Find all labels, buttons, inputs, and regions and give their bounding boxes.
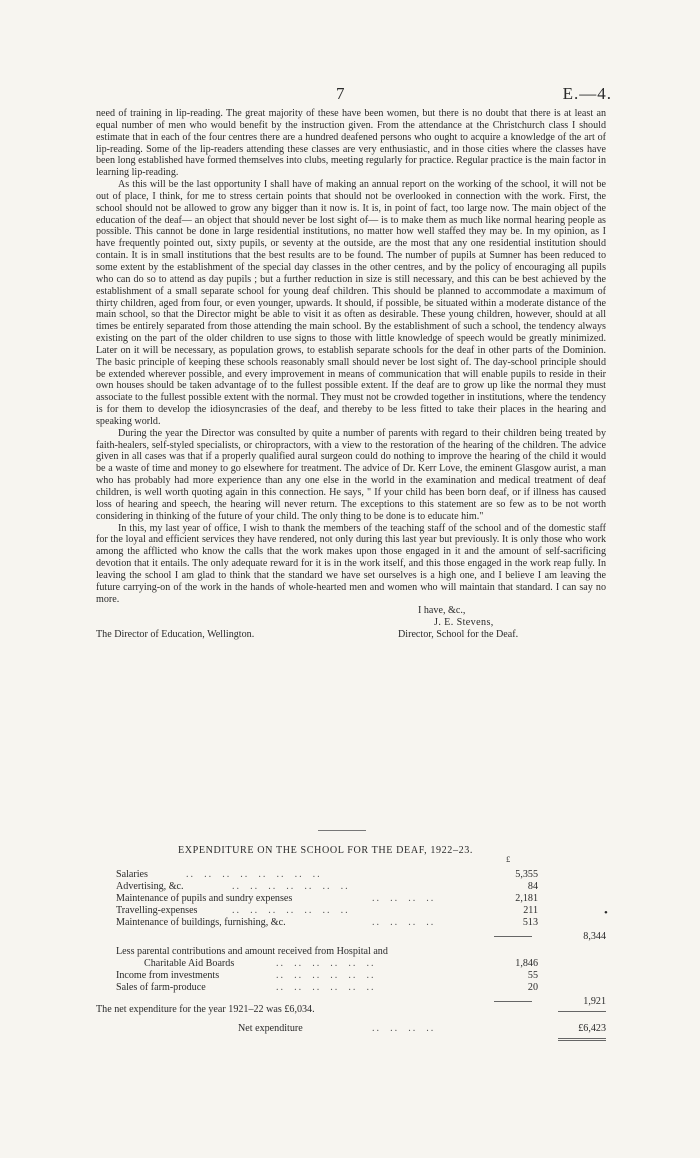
- leader-dots: .. .. .. .. .. ..: [276, 982, 376, 993]
- row-value: 5,355: [515, 869, 538, 880]
- page-header: [0, 84, 700, 104]
- table-row: [96, 946, 606, 958]
- gross-total: 8,344: [583, 931, 606, 942]
- row-value: 513: [522, 917, 538, 928]
- total-rule: [558, 1011, 606, 1012]
- table-row: [96, 881, 606, 893]
- report-body: [96, 108, 606, 663]
- less-heading: Less parental contributions and amount received from Hospital and: [116, 946, 388, 957]
- section-divider: [318, 830, 366, 831]
- table-row: [96, 869, 606, 881]
- leader-dots: .. .. .. ..: [372, 1023, 436, 1034]
- net-value: £6,423: [578, 1023, 606, 1034]
- row-value: 84: [527, 881, 538, 892]
- paragraph: During the year the Director was consulted by quite a number of parents with regard to their children being treated by faith-healers, self-styled specialists, or chiropractors, with a view to the restoration of the hearing of the children. The advice given in all cases was that if a properly qualified aural surgeon could do nothing to improve the hearing of the child it would be a waste of time and money to go elsewhere for treatment. The advice of Dr. Kerr Love, the eminent Glasgow aurist, a man who has probably had more experience than any one else in the world in the examination and medical treatment of deaf children, is well worth quoting again in this connection. He says, " If your child has been born deaf, or if illness has caused loss of hearing and speech, the hearing will never return. The exceptions to this statement are so few as to be not worth considering in thinking of the future of your child. The only thing to be done is to educate him.": [96, 427, 606, 522]
- paragraph: need of training in lip-reading. The great majority of these have been women, but there is no doubt that there is at least an equal number of men who would benefit by the instruction given. From the attendance at the Christchurch class I should estimate that in each of the four centres there are a hundred deafened persons who ought to acquire a knowledge of the art of lip-reading. Some of the lip-readers attending these classes are very enthusiastic, and in those cities where the classes have been long established have formed themselves into clubs, meeting regularly for practice. Regular practice is the main factor in learning lip-reading.: [96, 108, 606, 179]
- row-label: Charitable Aid Boards: [144, 958, 235, 969]
- table-row: [96, 893, 606, 905]
- table-row: [96, 931, 606, 943]
- double-rule-top: [558, 1038, 606, 1039]
- table-row: [96, 917, 606, 929]
- signatory-title: Director, School for the Deaf.: [398, 629, 519, 641]
- signatory-name: J. E. Stevens,: [434, 617, 494, 629]
- row-label: Salaries: [116, 869, 148, 880]
- addressee: The Director of Education, Wellington.: [96, 629, 255, 641]
- row-label: Advertising, &c.: [116, 881, 184, 892]
- leader-dots: .. .. .. .. .. .. ..: [232, 905, 350, 916]
- row-value: 1,846: [515, 958, 538, 969]
- leader-dots: .. .. .. ..: [372, 893, 436, 904]
- table-row: [96, 982, 606, 994]
- table-row: [96, 970, 606, 982]
- row-label: Maintenance of buildings, furnishing, &c.: [116, 917, 286, 928]
- row-value: 211: [523, 905, 538, 916]
- table-row: [96, 1023, 606, 1035]
- leader-dots: .. .. .. ..: [372, 917, 436, 928]
- stray-mark: •: [604, 907, 608, 919]
- net-label: Net expenditure: [238, 1023, 303, 1034]
- paragraph: As this will be the last opportunity I shall have of making an annual report on the working of the school, it will not be out of place, I think, for me to stress certain points that should not be overlooked in connection with the work. First, the school should not be allowed to grow any bigger than it now is. It is, in point of fact, too large now. The main object of the education of the deaf— an object that should never be lost sight of— is to make them as much like normal hearing people as possible. This cannot be done in large residential institutions, no matter how well staffed they may be. In my opinion, as I have frequently pointed out, sixty pupils, or seventy at the outside, are the most that any one residential institution should contain. It is in small institutions that the best results are to be found. The number of pupils at Sumner has been reduced to some extent by the establishment of the special day classes in the other centres, and by the policy of encouraging all pupils who can do so to attend as day pupils ; but a further reduction in size is still necessary, and this can be best achieved by the establishment of a small separate school for young deaf children. This should be planned to accommodate a maximum of thirty children, aged from four, or even younger, upwards. It should, if possible, be situated within a moderate distance of the main school, so that the Director might be able to visit it as often as desirable. These young children, however, should at all times be entirely separated from those attending the main school. By the establishment of such a school, the tendency always existing on the part of the older children to use signs to those with little knowledge of speech would be greatly minimized. Later on it will be necessary, as population grows, to establish separate schools for the deaf in other parts of the Dominion. The basic principle of keeping these schools reasonably small should never be lost sight of. The day-school principle should be extended wherever possible, and every improvement in means of communication that will enable pupils to reside in their own houses should be taken advantage of to the fullest possible extent. If the deaf are to grow up like the normal they must associate to the fullest possible extent with the normal. They must not be crowded together in institutions, where the tendency is for them to develop the idiosyncrasies of the deaf, and thereby to be less fitted to take their places in the hearing and speaking world.: [96, 179, 606, 427]
- row-value: 2,181: [515, 893, 538, 904]
- footer-note: The net expenditure for the year 1921–22 was £6,034.: [96, 1004, 315, 1015]
- row-label: Sales of farm-produce: [116, 982, 206, 993]
- less-total: 1,921: [583, 996, 606, 1007]
- row-label: Travelling-expenses: [116, 905, 198, 916]
- leader-dots: .. .. .. .. .. ..: [276, 970, 376, 981]
- row-label: Income from investments: [116, 970, 220, 981]
- currency-symbol: £: [506, 854, 511, 864]
- row-label: Maintenance of pupils and sundry expenses: [116, 893, 293, 904]
- leader-dots: .. .. .. .. .. .. ..: [232, 881, 350, 892]
- table-row: [96, 958, 606, 970]
- double-rule-bottom: [558, 1040, 606, 1041]
- table-title: EXPENDITURE ON THE SCHOOL FOR THE DEAF, 1922–23.: [178, 845, 474, 856]
- paragraph: In this, my last year of office, I wish to thank the members of the teaching staff of the school and of the domestic staff for the loyal and efficient services they have rendered, not only during this last year but previously. It is only those who work among the afflicted who know the calls that the work makes upon those engaged in it and the amount of self-sacrificing devotion that it entails. The only adequate reward for it is in the work itself, and this those engaged in the work reap fully. In leaving the school I am glad to think that the standard we have set ourselves is a high one, and I believe I am leaving the future carrying-on of the work in the hands of whole-hearted men and women who will maintain that standard. I can say no more.: [96, 522, 606, 605]
- leader-dots: .. .. .. .. .. .. .. ..: [186, 869, 322, 880]
- document-reference: E.—4.: [562, 84, 612, 103]
- closing-line: I have, &c.,: [418, 605, 466, 617]
- row-value: 20: [527, 982, 538, 993]
- row-value: 55: [527, 970, 538, 981]
- page-number: 7: [336, 84, 345, 103]
- signoff: [96, 605, 606, 663]
- leader-dots: .. .. .. .. .. ..: [276, 958, 376, 969]
- table-row: [96, 905, 606, 917]
